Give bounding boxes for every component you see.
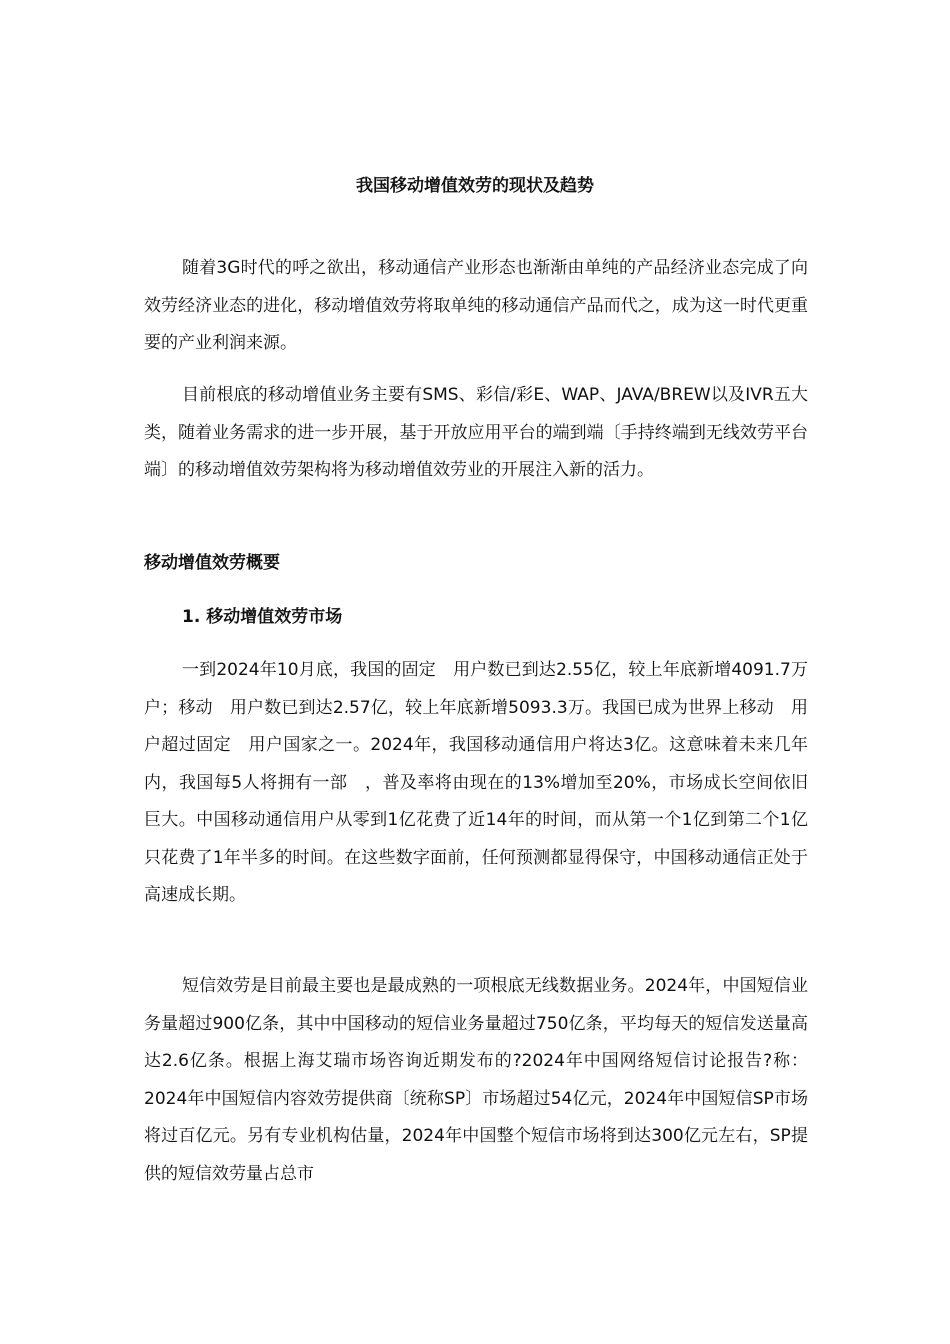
- market-paragraph-2: 短信效劳是目前最主要也是最成熟的一项根底无线数据业务。2024年，中国短信业务量超过900亿条，其中中国移动的短信业务量超过750亿条，平均每天的短信发送量高达2.6亿条。根据上海艾瑞市场咨询近期发布的?2024年中国网络短信讨论报告?称：2024年中国短信内容效劳提供商〔统称SP〕市场超过54亿元，2024年中国短信SP市场将过百亿元。另有专业机构估量，2024年中国整个短信市场将到达300亿元左右，SP提供的短信效劳量占总市: [144, 976, 808, 1184]
- intro-paragraph-2: 目前根底的移动增值业务主要有SMS、彩信/彩E、WAP、JAVA/BREW以及IVR五大类，随着业务需求的进一步开展，基于开放应用平台的端到端〔手持终端到无线效劳平台端〕的移动增值效劳架构将为移动增值效劳业的开展注入新的活力。: [144, 385, 808, 480]
- intro-paragraph-1: 随着3G时代的呼之欲出，移动通信产业形态也渐渐由单纯的产品经济业态完成了向效劳经济业态的进化，移动增值效劳将取单纯的移动通信产品而代之，成为这一时代更重要的产业利润来源。: [144, 258, 808, 353]
- section-heading: 移动增值效劳概要: [144, 553, 280, 573]
- market-paragraph-1: 一到2024年10月底，我国的固定 用户数已到达2.55亿，较上年底新增4091.7万户；移动 用户数已到达2.57亿，较上年底新增5093.3万。我国已成为世界上移动 用户超过固定 用户国家之一。2024年，我国移动通信用户将达3亿。这意味着未来几年内，我国每5人将拥有一部 ，普及率将由现在的13%增加至20%，市场成长空间依旧巨大。中国移动通信用户从零到1亿花费了近14年的时间，而从第一个1亿到第二个1亿只花费了1年半多的时间。在这些数字面前，任何预测都显得保守，中国移动通信正处于高速成长期。: [144, 660, 808, 905]
- subsection-heading: 1. 移动增值效劳市场: [182, 607, 343, 627]
- document-title: 我国移动增值效劳的现状及趋势: [356, 176, 594, 197]
